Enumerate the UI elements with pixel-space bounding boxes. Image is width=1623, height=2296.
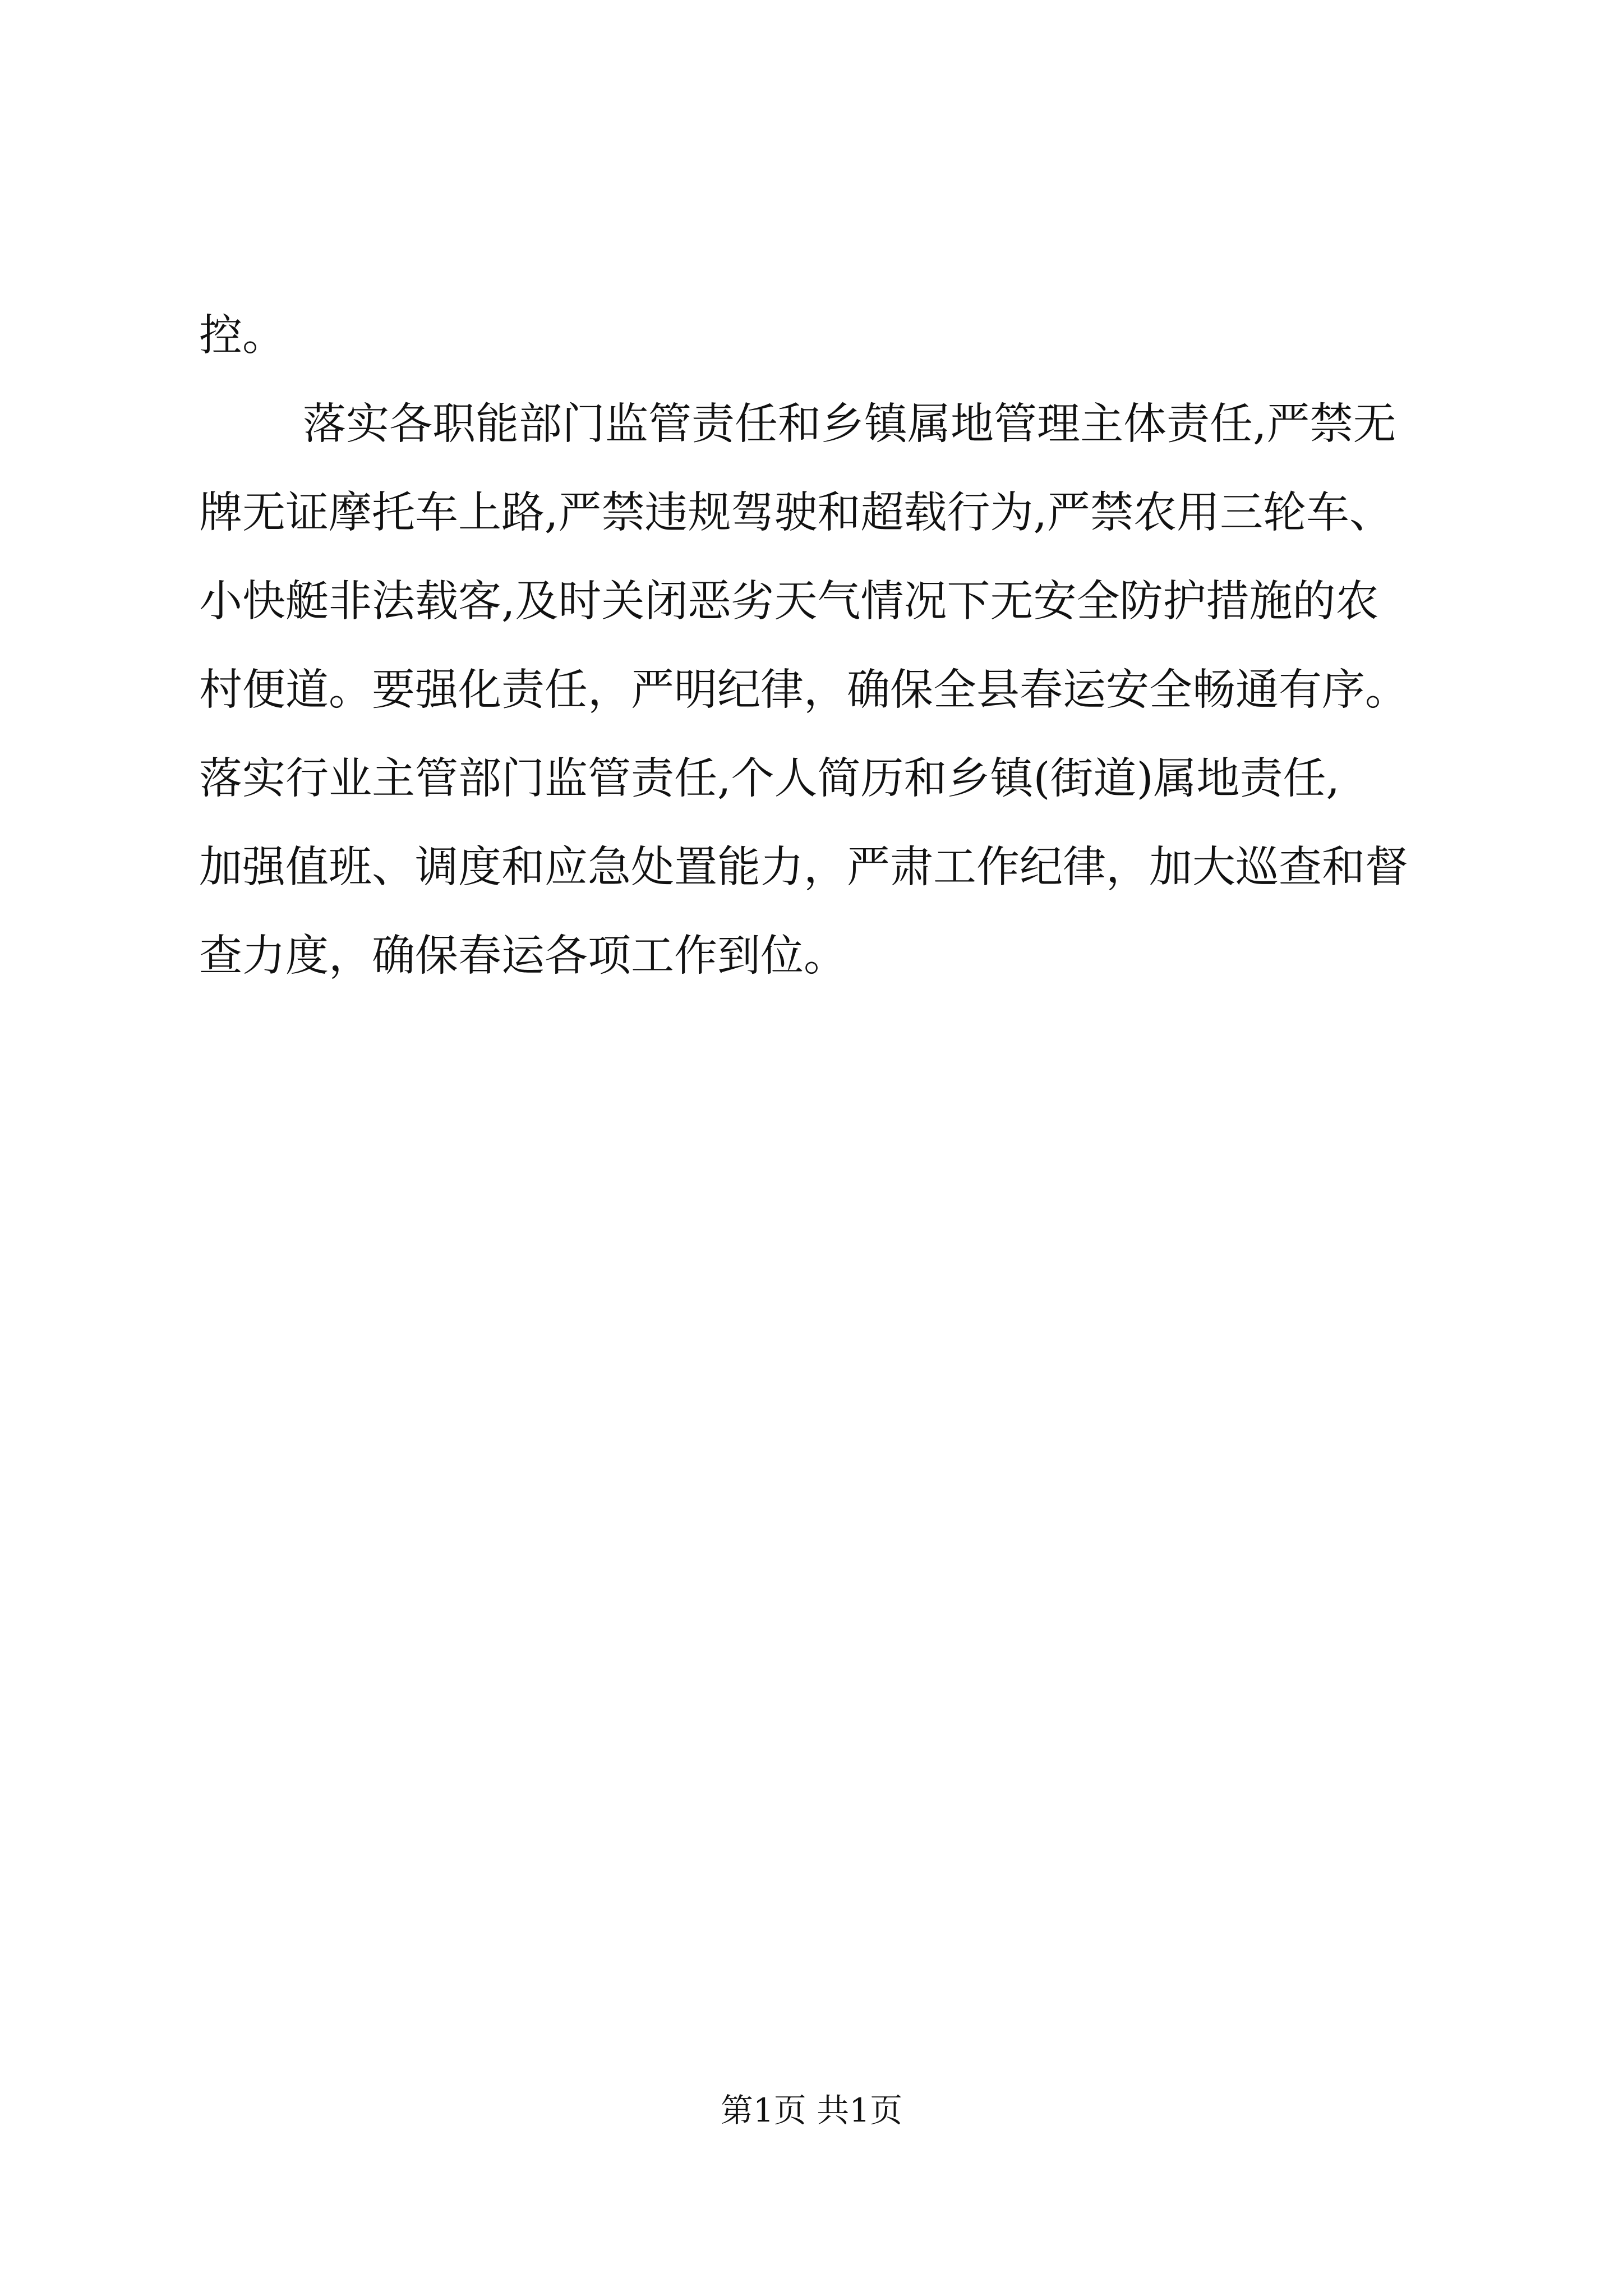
text-line: 落实各职能部门监管责任和乡镇属地管理主体责任,严禁无 [303,399,1396,449]
text-line: 查力度，确保春运各项工作到位。 [199,931,847,981]
text-line: 落实行业主管部门监管责任,个人简历和乡镇(街道)属地责任, [199,754,1340,804]
text-line: 加强值班、调度和应急处置能力，严肃工作纪律，加大巡查和督 [199,843,1408,892]
text-line: 牌无证摩托车上路,严禁违规驾驶和超载行为,严禁农用三轮车、 [199,488,1393,538]
page-footer: 第1页 共1页 [720,2091,903,2129]
text-line: 控。 [199,311,285,361]
text-line: 村便道。要强化责任，严明纪律，确保全县春运安全畅通有序。 [199,665,1408,715]
text-line: 小快艇非法载客,及时关闭恶劣天气情况下无安全防护措施的农 [199,577,1379,627]
